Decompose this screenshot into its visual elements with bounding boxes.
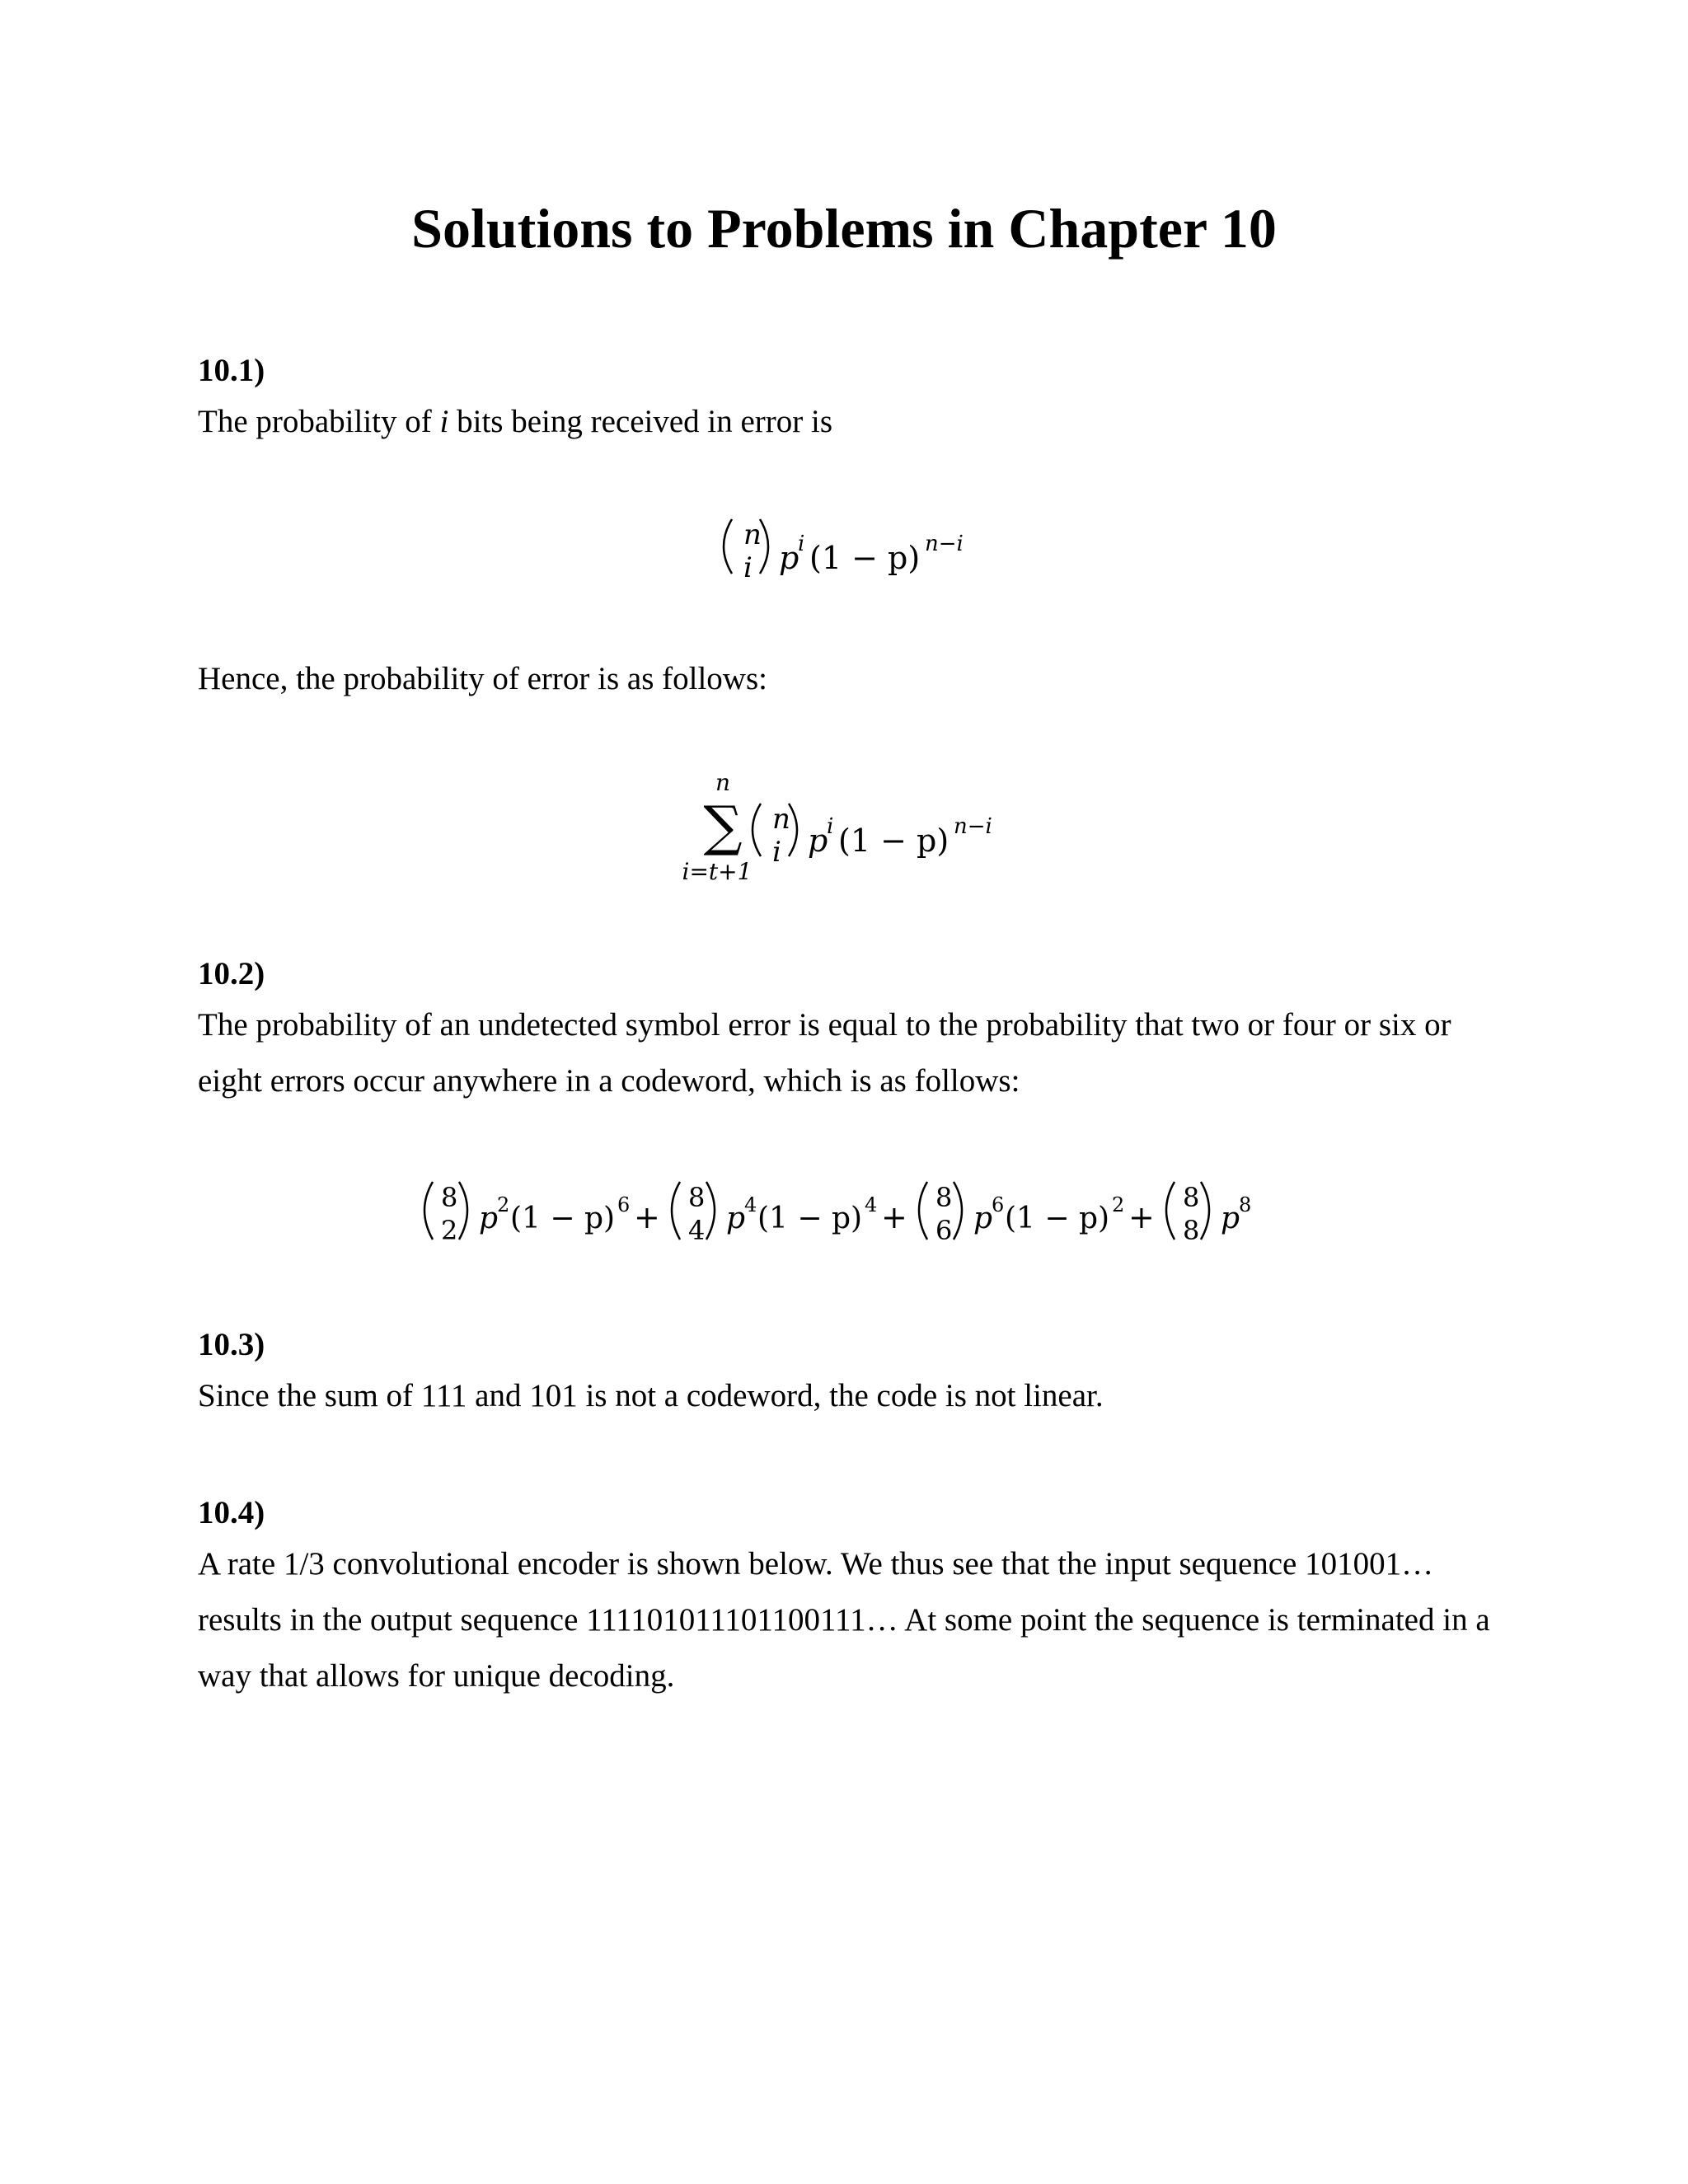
binom-bottom: i bbox=[743, 551, 753, 584]
left-paren bbox=[753, 804, 761, 856]
base-p: p bbox=[479, 1202, 499, 1235]
exponent: n−i bbox=[925, 532, 964, 556]
binom-bottom: 8 bbox=[1183, 1215, 1200, 1246]
paren-term: (1 − p) bbox=[1005, 1202, 1110, 1235]
binom-bottom: 6 bbox=[935, 1215, 953, 1246]
equation-binomial-term bbox=[709, 509, 973, 600]
section-heading-10-3: 10.3) bbox=[198, 1327, 265, 1362]
left-paren bbox=[672, 1182, 680, 1240]
section-text-10-2: The probability of an undetected symbol error is equal to the probability that two or four or six or eight errors occur anywhere in a codeword, which is as follows: bbox=[198, 1007, 1451, 1099]
binom-top: 8 bbox=[1183, 1182, 1200, 1213]
p-exponent: 6 bbox=[992, 1193, 1005, 1216]
paren-term: (1 − p) bbox=[510, 1202, 616, 1235]
base-p: p bbox=[973, 1202, 993, 1235]
left-paren bbox=[1166, 1182, 1175, 1240]
section-transition-10-1: Hence, the probability of error is as follows: bbox=[198, 661, 767, 696]
binom-top: n bbox=[772, 803, 790, 836]
equation-summation bbox=[672, 762, 1018, 894]
section-text-10-1 bbox=[198, 394, 1500, 450]
q-exponent: 4 bbox=[865, 1193, 878, 1216]
binom-top: 8 bbox=[441, 1182, 458, 1213]
base-p: p bbox=[1221, 1202, 1240, 1235]
right-paren bbox=[954, 1182, 962, 1240]
equation-binomial-sum bbox=[408, 1170, 1282, 1261]
section-heading-10-1: 10.1) bbox=[198, 353, 265, 388]
binom-bottom: 4 bbox=[688, 1215, 706, 1246]
q-exponent: 6 bbox=[617, 1193, 631, 1216]
binom-top: 8 bbox=[688, 1182, 706, 1213]
paren-term: (1 − p) bbox=[809, 540, 921, 576]
left-paren bbox=[724, 519, 732, 574]
sum-upper-limit: n bbox=[715, 769, 731, 796]
base-p: p bbox=[808, 823, 828, 859]
page-title: Solutions to Problems in Chapter 10 bbox=[411, 197, 1277, 260]
q-exponent: 2 bbox=[1112, 1193, 1125, 1216]
binom-top: 8 bbox=[935, 1182, 953, 1213]
section-heading-10-2: 10.2) bbox=[198, 956, 265, 991]
left-paren bbox=[919, 1182, 927, 1240]
p-exponent: 4 bbox=[744, 1193, 757, 1216]
equation-terms bbox=[424, 1182, 1251, 1246]
base-p: p bbox=[726, 1202, 746, 1235]
text-part: bits being received in error is bbox=[457, 404, 833, 439]
p-exponent: 2 bbox=[497, 1193, 510, 1216]
plus-sign: + bbox=[881, 1199, 907, 1235]
text-part: The probability of bbox=[198, 404, 432, 439]
paren-term: (1 − p) bbox=[838, 823, 950, 859]
section-heading-10-4: 10.4) bbox=[198, 1495, 265, 1530]
base-p: p bbox=[779, 540, 799, 576]
binom-bottom: 2 bbox=[441, 1215, 458, 1246]
sum-symbol: ∑ bbox=[703, 794, 743, 858]
right-paren bbox=[459, 1182, 467, 1240]
right-paren bbox=[706, 1182, 715, 1240]
binom-bottom: i bbox=[772, 836, 781, 869]
section-text-10-4: A rate 1/3 convolutional encoder is shown below. We thus see that the input sequence 101001… results in the output sequence 111101011101100111… At some point the sequence is terminated in a way that allows for unique decoding. bbox=[198, 1546, 1490, 1694]
binom-top: n bbox=[743, 518, 762, 551]
exponent: n−i bbox=[954, 814, 992, 839]
plus-sign: + bbox=[634, 1199, 660, 1235]
paren-term: (1 − p) bbox=[757, 1202, 863, 1235]
sum-lower-limit: i=t+1 bbox=[682, 858, 753, 885]
plus-sign: + bbox=[1128, 1199, 1155, 1235]
math-variable: i bbox=[439, 404, 449, 439]
exponent: i bbox=[827, 814, 834, 839]
left-paren bbox=[424, 1182, 433, 1240]
section-text-10-3: Since the sum of 111 and 101 is not a codeword, the code is not linear. bbox=[198, 1378, 1104, 1413]
exponent: i bbox=[798, 532, 805, 556]
right-paren bbox=[1201, 1182, 1209, 1240]
p-exponent: 8 bbox=[1239, 1193, 1252, 1216]
